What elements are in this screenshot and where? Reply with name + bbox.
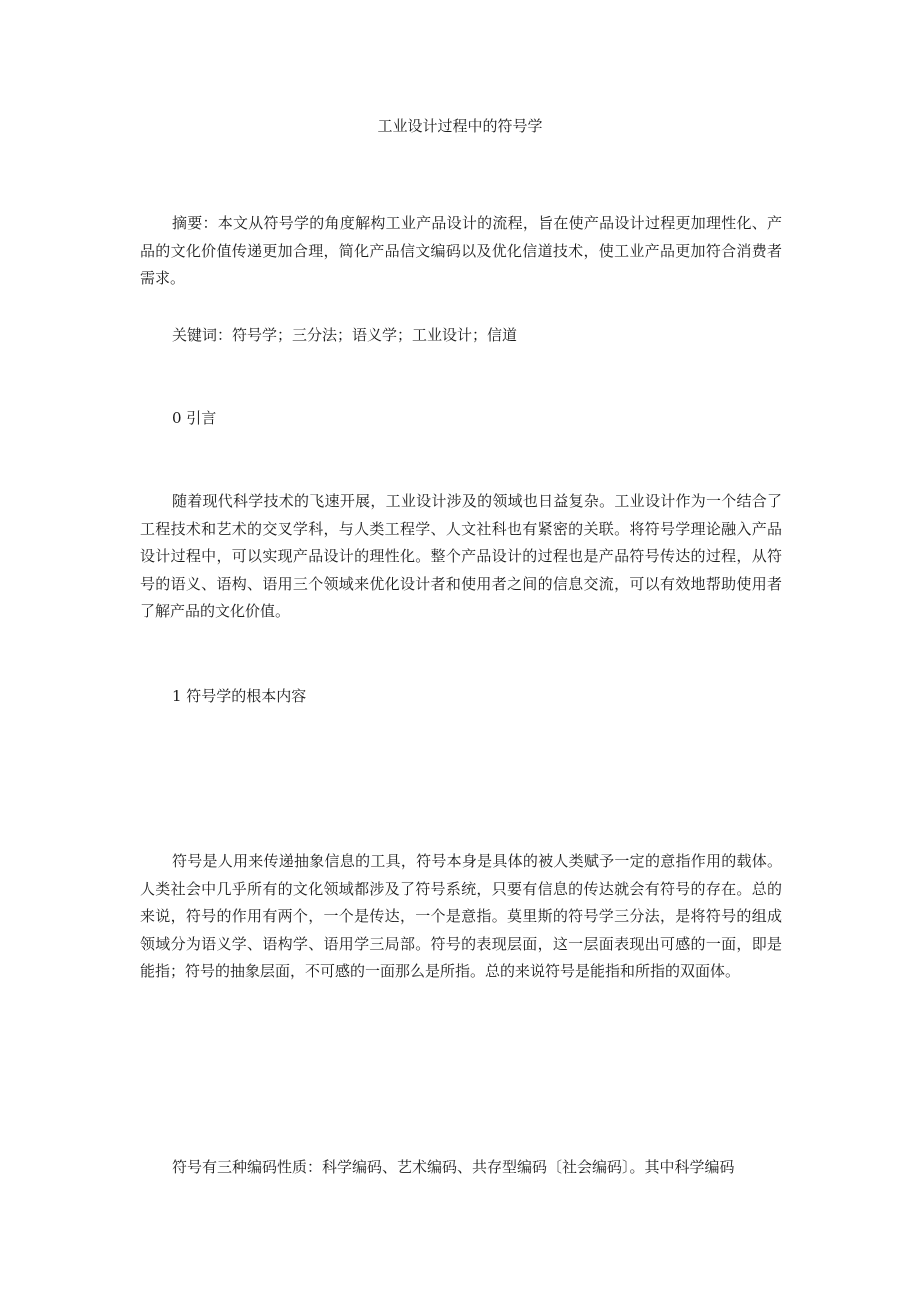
- abstract-paragraph: 摘要：本文从符号学的角度解构工业产品设计的流程，旨在使产品设计过程更加理性化、产品的文化价值传递更加合理，简化产品信文编码以及优化信道技术，使工业产品更加符合消费者需求。: [140, 214, 782, 287]
- keywords-line: 关键词：符号学；三分法；语义学；工业设计；信道: [172, 326, 518, 344]
- introduction-paragraph: 随着现代科学技术的飞速开展，工业设计涉及的领域也日益复杂。工业设计作为一个结合了工程技术和艺术的交叉学科，与人类工程学、人文社科也有紧密的关联。将符号学理论融入产品设计过程中，可以实现产品设计的理性化。整个产品设计的过程也是产品符号传达的过程，从符号的语义、语构、语用三个领域来优化设计者和使用者之间的信息交流，可以有效地帮助使用者了解产品的文化价值。: [140, 492, 782, 620]
- basics-paragraph-1: 符号是人用来传递抽象信息的工具，符号本身是具体的被人类赋予一定的意指作用的载体。人类社会中几乎所有的文化领域都涉及了符号系统，只要有信息的传达就会有符号的存在。总的来说，符号的作用有两个，一个是传达，一个是意指。莫里斯的符号学三分法，是将符号的组成领域分为语义学、语构学、语用学三局部。符号的表现层面，这一层面表现出可感的一面，即是能指；符号的抽象层面，不可感的一面那么是所指。总的来说符号是能指和所指的双面体。: [140, 852, 782, 980]
- basics-paragraph-2: 符号有三种编码性质：科学编码、艺术编码、共存型编码〔社会编码〕。其中科学编码: [172, 1158, 735, 1176]
- section-heading-introduction: 0 引言: [172, 409, 217, 427]
- section-heading-basics: 1 符号学的根本内容: [172, 687, 307, 705]
- document-title: 工业设计过程中的符号学: [377, 117, 543, 135]
